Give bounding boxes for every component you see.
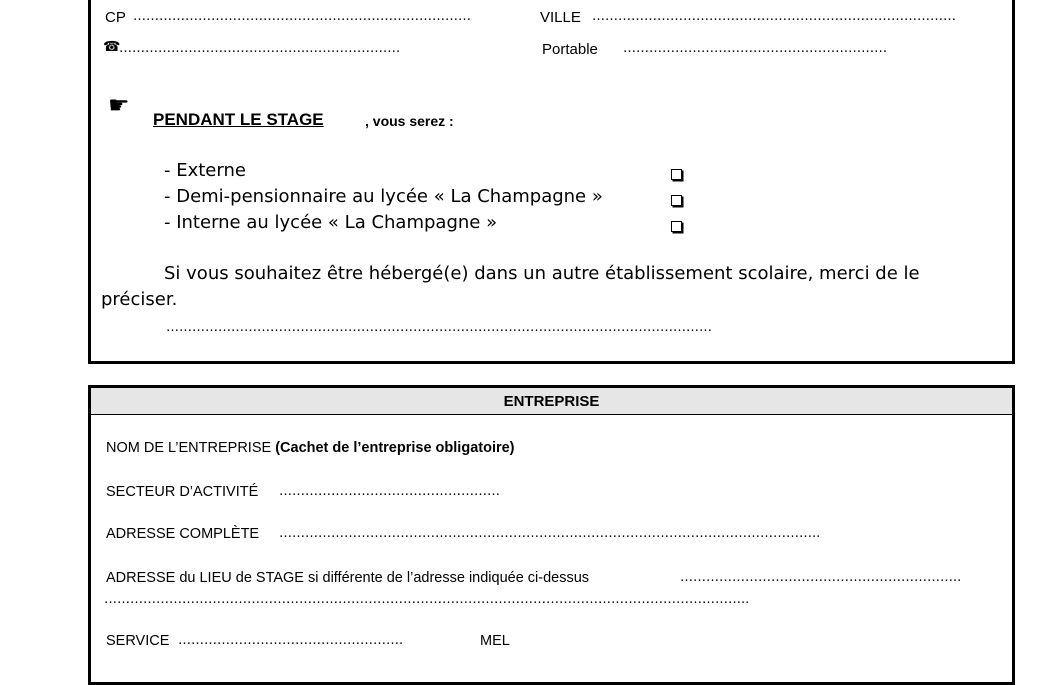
service-field[interactable]: ……………………………………………. <box>178 633 404 648</box>
lieu-stage-field[interactable]: ……………………………………………………….. <box>680 570 962 585</box>
hebergement-section <box>88 0 1015 364</box>
entreprise-section <box>88 385 1015 685</box>
portable-field[interactable]: …………………………………….……………… <box>623 41 888 56</box>
cp-label: CP <box>105 9 126 26</box>
entreprise-title: ENTREPRISE <box>91 388 1012 415</box>
lieu-stage-field-line2[interactable]: ………………………………………………………………………………………………………………………………….. <box>104 592 750 607</box>
secteur-label: SECTEUR D’ACTIVITÉ <box>106 484 259 500</box>
pointing-hand-icon: ☛ <box>108 91 130 119</box>
hebergement-field[interactable]: ……………………………………………………………………………………………………………… <box>166 320 712 335</box>
stage-heading: PENDANT LE STAGE <box>153 110 324 129</box>
telephone-field[interactable]: ……………………………………..………………… <box>119 41 401 56</box>
adresse-label: ADRESSE COMPLÈTE <box>106 526 260 542</box>
portable-label: Portable <box>542 41 598 58</box>
paragraph-line1: Si vous souhaitez être hébergé(e) dans un autre établissement scolaire, merci de le <box>164 263 920 284</box>
cp-field[interactable]: …………………………………………………………………… <box>133 9 471 24</box>
lieu-stage-label: ADRESSE du LIEU de STAGE si différente de l’adresse indiquée ci-dessus <box>106 570 590 586</box>
nom-entreprise-label <box>106 440 515 456</box>
mel-label: MEL <box>480 633 510 649</box>
adresse-field[interactable]: …………………………………………………………………………………………………………….. <box>279 526 821 541</box>
paragraph-line2: préciser. <box>101 289 178 310</box>
option-demi-pensionnaire: - Demi-pensionnaire au lycée « La Champagne » <box>164 186 603 207</box>
checkbox-externe[interactable] <box>671 169 682 180</box>
option-externe: - Externe <box>164 160 246 181</box>
secteur-field[interactable]: …………………………………………… <box>279 484 500 499</box>
option-interne: - Interne au lycée « La Champagne » <box>164 212 498 233</box>
checkbox-interne[interactable] <box>671 221 682 232</box>
nom-entreprise-text: NOM DE L’ENTREPRISE <box>106 440 276 456</box>
telephone-icon: ☎ <box>103 39 121 55</box>
checkbox-demi-pensionnaire[interactable] <box>671 195 682 206</box>
ville-field[interactable]: ………………………………………………………………………… <box>592 9 956 24</box>
nom-entreprise-note: (Cachet de l’entreprise obligatoire) <box>275 440 515 456</box>
service-label: SERVICE <box>106 633 170 649</box>
stage-heading-suffix: , vous serez : <box>365 113 454 129</box>
ville-label: VILLE <box>540 9 581 26</box>
